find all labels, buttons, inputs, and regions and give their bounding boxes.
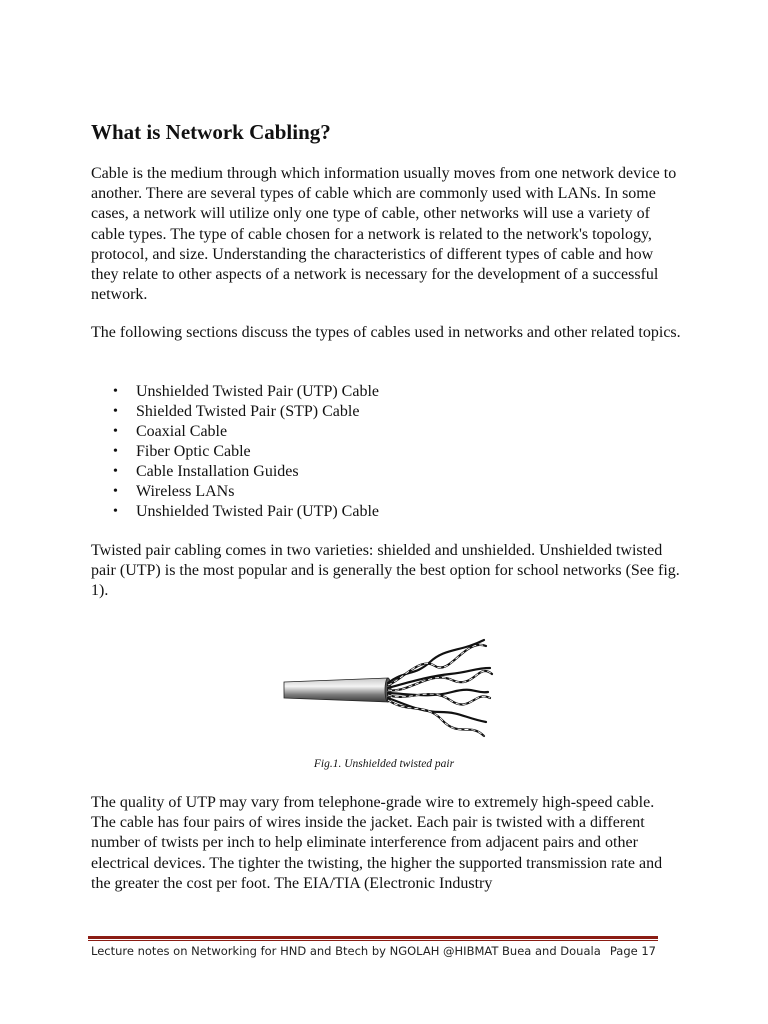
list-item	[91, 442, 379, 462]
bullet-icon: •	[113, 444, 118, 459]
footer-rule-thick	[88, 936, 658, 939]
list-item-label: Wireless LANs	[136, 483, 235, 500]
sections-paragraph: The following sections discuss the types of cables used in networks and other related topics.	[91, 324, 681, 341]
bullet-icon: •	[113, 404, 118, 419]
list-item-label: Unshielded Twisted Pair (UTP) Cable	[136, 383, 379, 400]
list-item	[91, 482, 379, 502]
page-heading: What is Network Cabling?	[91, 120, 331, 144]
bullet-icon: •	[113, 484, 118, 499]
list-item-label: Cable Installation Guides	[136, 463, 299, 480]
list-item	[91, 402, 379, 422]
page-number: Page 17	[609, 944, 656, 958]
twisted-pair-paragraph: Twisted pair cabling comes in two varieties: shielded and unshielded. Unshielded twisted pair (UTP) is the most popular and is generally the best option for school networks (See fig. 1).	[91, 542, 680, 600]
list-item-label: Shielded Twisted Pair (STP) Cable	[136, 403, 360, 420]
list-item-label: Unshielded Twisted Pair (UTP) Cable	[136, 503, 379, 520]
list-item	[91, 502, 379, 522]
list-item-label: Fiber Optic Cable	[136, 443, 251, 460]
figure-caption: Fig.1. Unshielded twisted pair	[313, 758, 455, 770]
bullet-icon: •	[113, 504, 118, 519]
topics-list	[91, 382, 379, 522]
list-item	[91, 382, 379, 402]
footer-text: Lecture notes on Networking for HND and Btech by NGOLAH @HIBMAT Buea and Douala	[91, 944, 601, 958]
utp-quality-paragraph: The quality of UTP may vary from telephone-grade wire to extremely high-speed cable. The cable has four pairs of wires inside the jacket. Each pair is twisted with a different number of twists per inch to help eliminate interference from adjacent pairs and other electrical devices. The tighter the twisting, the higher the supported transmission rate and the greater the cost per foot. The EIA/TIA (Electronic Industry	[91, 794, 663, 892]
utp-cable-icon	[280, 632, 500, 742]
footer-rule-thin	[88, 940, 658, 941]
bullet-icon: •	[113, 424, 118, 439]
bullet-icon: •	[113, 384, 118, 399]
list-item	[91, 462, 379, 482]
list-item-label: Coaxial Cable	[136, 423, 228, 440]
bullet-icon: •	[113, 464, 118, 479]
intro-paragraph: Cable is the medium through which information usually moves from one network device to another. There are several types of cable which are commonly used with LANs. In some cases, a network will utilize only one type of cable, other networks will use a variety of cable types. The type of cable chosen for a network is related to the network's topology, protocol, and size. Understanding the characteristics of different types of cable and how they relate to other aspects of a network is necessary for the development of a successful network.	[91, 165, 677, 304]
list-item	[91, 422, 379, 442]
utp-cable-figure	[280, 632, 500, 742]
